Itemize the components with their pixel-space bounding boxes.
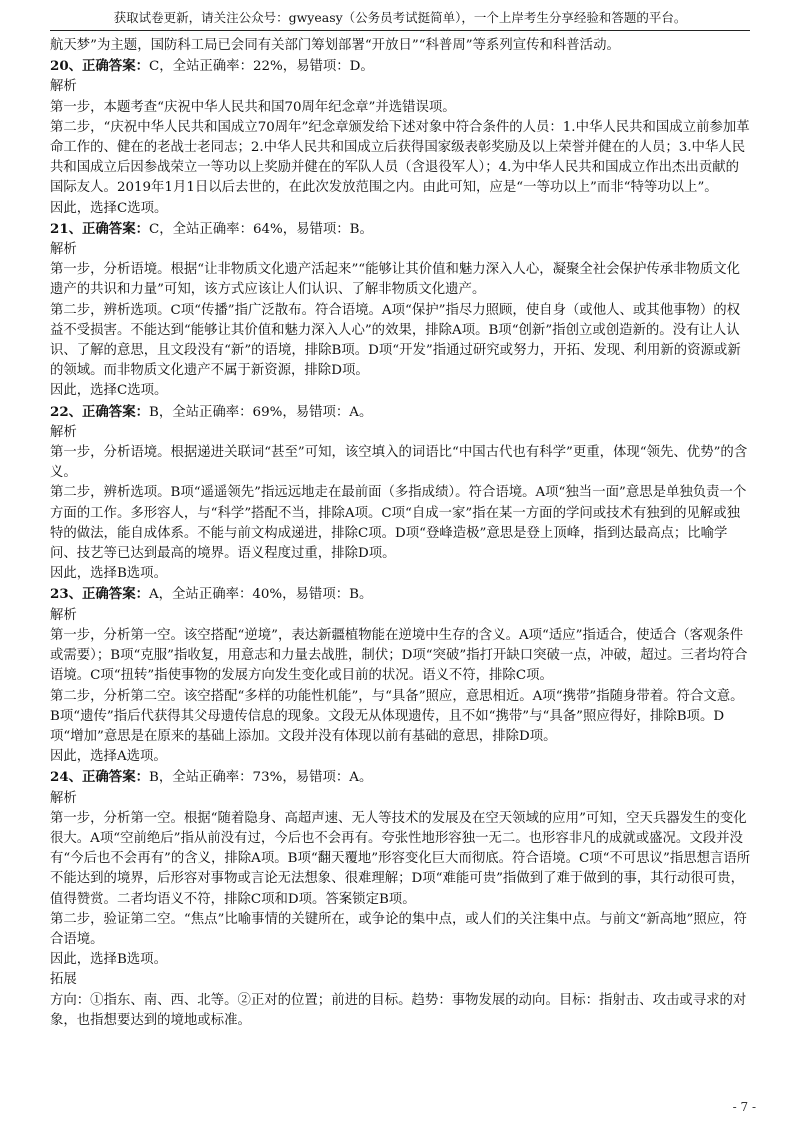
header-banner: 获取试卷更新，请关注公众号：gwyeasy（公务员考试挺简单），一个上岸考生分享经验和答题的平台。: [50, 8, 750, 31]
analysis-paragraph: 第二步，“庆祝中华人民共和国成立70周年”纪念章颁发给下述对象中符合条件的人员：1.中华人民共和国成立前参加革命工作的、健在的老战士老同志；2.中华人民共和国成立后获得国家级表彰奖励及以上荣誉并健在的人员；3.中华人民共和国成立后因参战荣立一等功以上奖励并健在的军队人员（含退役军人）；4.为中华人民共和国成立作出杰出贡献的国际友人。2019年1月1日以后去世的，在此次发放范围之内。由此可知，应是“一等功以上”而非“特等功以上”。: [50, 119, 750, 196]
analysis-paragraph: 第一步，本题考查“庆祝中华人民共和国70周年纪念章”并选错误项。: [50, 99, 456, 115]
analysis-paragraph: 第二步，辨析选项。B项“遥遥领先”指远远地走在最前面（多指成绩）。符合语境。A项“独当一面”意思是单独负责一个方面的工作。多形容人，与“科学”搭配不当，排除A项。C项“自成一家”指在某一方面的学问或技术有独到的见解或独特的做法，能自成体系。不能与前文构成递进，排除C项。D项“登峰造极”意思是登上顶峰，指到达最高点；比喻学问、技艺等已达到最高的境界。语义程度过重，排除D项。: [50, 485, 747, 562]
analysis-paragraph: 第二步，辨析选项。C项“传播”指广泛散布。符合语境。A项“保护”指尽力照顾，使自身（或他人、或其他事物）的权益不受损害。不能达到“能够让其价值和魅力深入人心”的效果，排除A项。B项“创新”指创立或创造新的。没有让人认识、了解的意思，且文段没有“新”的语境，排除B项。D项“开发”指通过研究或努力，开拓、发现、利用新的资源或新的领域。而非物质文化遗产不属于新资源，排除D项。: [50, 302, 741, 379]
analysis-paragraph: 第二步，分析第二空。该空搭配“多样的功能性机能”，与“具备”照应，意思相近。A项“携带”指随身带着。符合文意。B项“遗传”指后代获得其父母遗传信息的现象。文段无从体现遗传，且不如“携带”与“具备”照应得好，排除B项。D项“增加”意思是在原来的基础上添加。文段并没有体现以前有基础的意思，排除D项。: [50, 688, 744, 744]
analysis-conclusion: 因此，选择C选项。: [50, 383, 168, 399]
analysis-label: 解析: [50, 790, 77, 806]
document-body: [50, 36, 752, 1031]
answer-header-q23: 23、正确答案：A，全站正确率：40%，易错项：B。: [50, 586, 373, 603]
analysis-paragraph: 第一步，分析第一空。该空搭配“逆境”，表达新疆植物能在逆境中生存的含义。A项“适应”指适合，使适合（客观条件或需要）；B项“克服”指收复，用意志和力量去战胜，制伏；D项“突破”指打开缺口突破一点，冲破，超过。三者均符合语境。C项“扭转”指使事物的发展方向发生变化或目前的状况。语义不符，排除C项。: [50, 627, 748, 684]
answer-header-q21: 21、正确答案：C，全站正确率：64%，易错项：B。: [50, 220, 373, 237]
analysis-label: 解析: [50, 607, 77, 623]
analysis-label: 解析: [50, 242, 77, 258]
analysis-conclusion: 因此，选择A选项。: [50, 749, 167, 765]
analysis-label: 解析: [50, 424, 77, 440]
analysis-paragraph: 第一步，分析第一空。根据“随着隐身、高超声速、无人等技术的发展及在空天领域的应用”可知，空天兵器发生的变化很大。A项“空前绝后”指从前没有过，今后也不会再有。夸张性地形容独一无二。也形容非凡的成就或盛况。文段并没有“今后也不会再有”的含义，排除A项。B项“翻天覆地”形容变化巨大而彻底。符合语境。C项“不可思议”指思想言语所不能达到的境界，后形容对事物或言论无法想象、很难理解；D项“难能可贵”指做到了难于做到的事，其行动很可贵，值得赞赏。二者均语义不符，排除C项和D项。答案锁定B项。: [50, 810, 751, 907]
answer-header-q24: 24、正确答案：B，全站正确率：73%，易错项：A。: [50, 769, 373, 786]
answer-header-q22: 22、正确答案：B，全站正确率：69%，易错项：A。: [50, 403, 373, 420]
analysis-paragraph: 第一步，分析语境。根据“让非物质文化遗产活起来”“能够让其价值和魅力深入人心，凝聚全社会保护传承非物质文化遗产的共识和力量”可知，该方式应该让人们认识、了解非物质文化遗产。: [50, 262, 741, 298]
extension-label: 拓展: [50, 972, 77, 988]
analysis-label: 解析: [50, 79, 77, 95]
analysis-paragraph: 第一步，分析语境。根据递进关联词“甚至”可知，该空填入的词语比“中国古代也有科学”更重，体现“领先、优势”的含义。: [50, 445, 748, 481]
analysis-conclusion: 因此，选择C选项。: [50, 200, 168, 216]
extension-text: 方向：①指东、南、西、北等。②正对的位置；前进的目标。趋势：事物发展的动向。目标：指射击、攻击或寻求的对象，也指想要达到的境地或标准。: [50, 992, 747, 1028]
intro-line: 航天梦”为主题，国防科工局已会同有关部门筹划部署“开放日”“科普周”等系列宣传和科普活动。: [50, 38, 620, 53]
analysis-conclusion: 因此，选择B选项。: [50, 952, 167, 968]
answer-header-q20: 20、正确答案：C，全站正确率：22%，易错项：D。: [50, 58, 374, 75]
page-number: - 7 -: [732, 1100, 756, 1114]
analysis-paragraph: 第二步，验证第二空。“焦点”比喻事情的关键所在，或争论的集中点，或人们的关注集中点。与前文“新高地”照应，符合语境。: [50, 911, 747, 947]
analysis-conclusion: 因此，选择B选项。: [50, 566, 167, 582]
